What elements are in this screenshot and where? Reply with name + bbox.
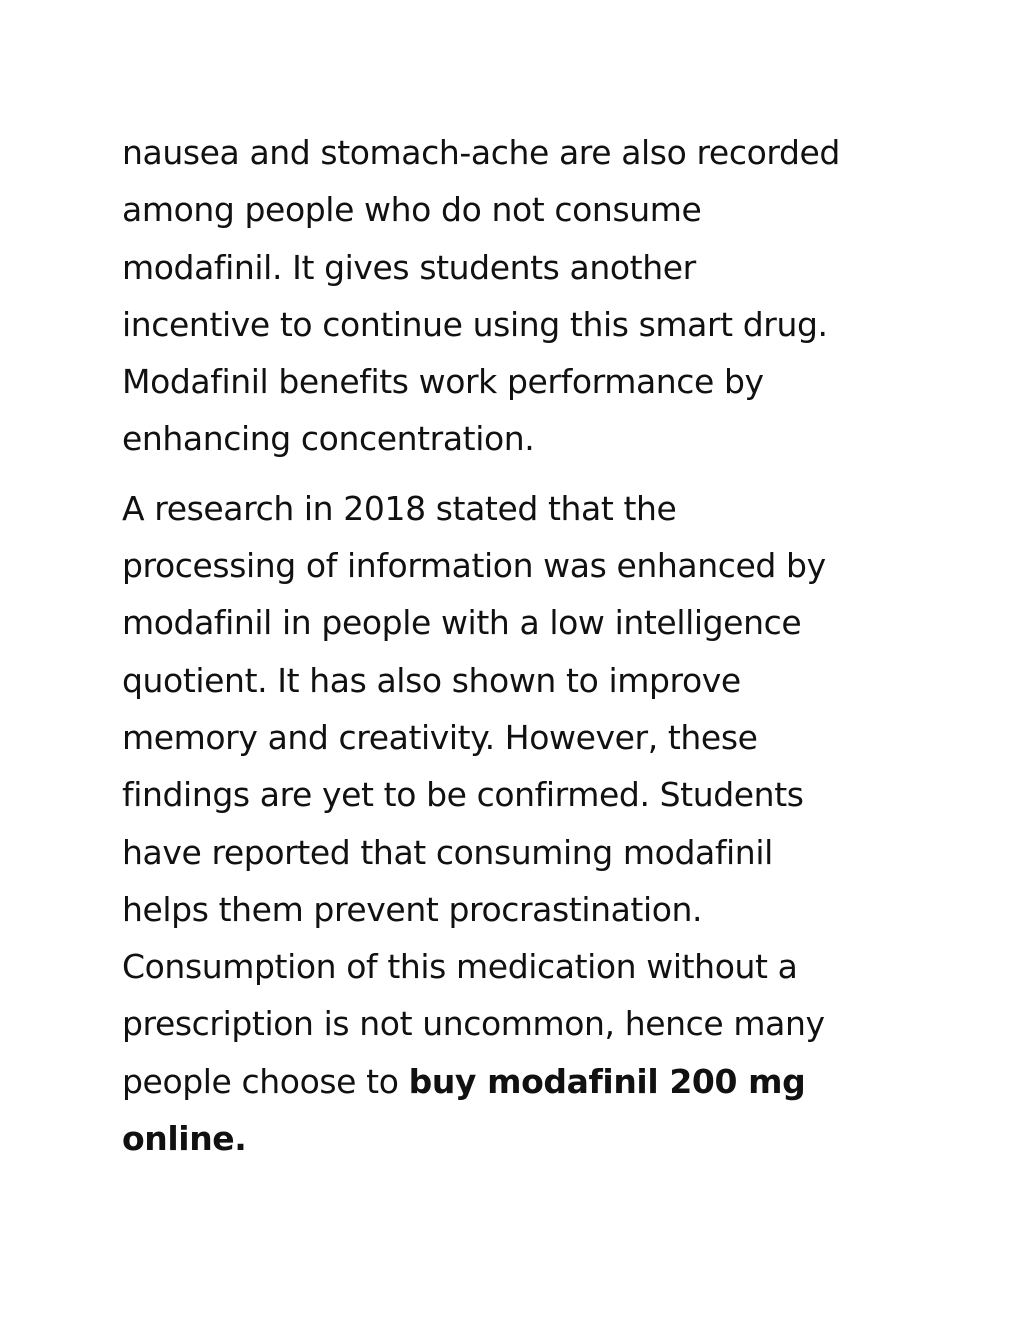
text-line: processing of information was enhanced by xyxy=(122,546,826,586)
text-line: helps them prevent procrastination. xyxy=(122,889,703,929)
document-page xyxy=(122,124,922,1167)
text-line: A research in 2018 stated that the xyxy=(122,488,677,528)
paragraph-2 xyxy=(122,480,922,1168)
text-line-with-bold xyxy=(122,1053,922,1110)
text-line: quotient. It has also shown to improve xyxy=(122,660,741,700)
paragraph-1 xyxy=(122,124,922,468)
text-line: enhancing concentration. xyxy=(122,419,535,459)
text-line: memory and creativity. However, these xyxy=(122,717,758,757)
paragraph-spacing xyxy=(122,468,922,480)
text-line: Modafinil benefits work performance by xyxy=(122,362,764,402)
text-line: findings are yet to be confirmed. Students xyxy=(122,775,804,815)
text-line: modafinil. It gives students another xyxy=(122,247,696,287)
plain-text: people choose to xyxy=(122,1061,409,1101)
text-line: prescription is not uncommon, hence many xyxy=(122,1004,825,1044)
bold-keyword: buy modafinil 200 mg xyxy=(408,1061,806,1101)
text-line: incentive to continue using this smart drug. xyxy=(122,304,828,344)
text-line: nausea and stomach-ache are also recorded xyxy=(122,133,840,172)
text-line: among people who do not consume xyxy=(122,190,702,230)
bold-keyword-continuation: online. xyxy=(122,1119,247,1159)
text-line: have reported that consuming modafinil xyxy=(122,832,773,872)
text-line: modafinil in people with a low intelligence xyxy=(122,603,802,643)
text-line: Consumption of this medication without a xyxy=(122,947,798,987)
